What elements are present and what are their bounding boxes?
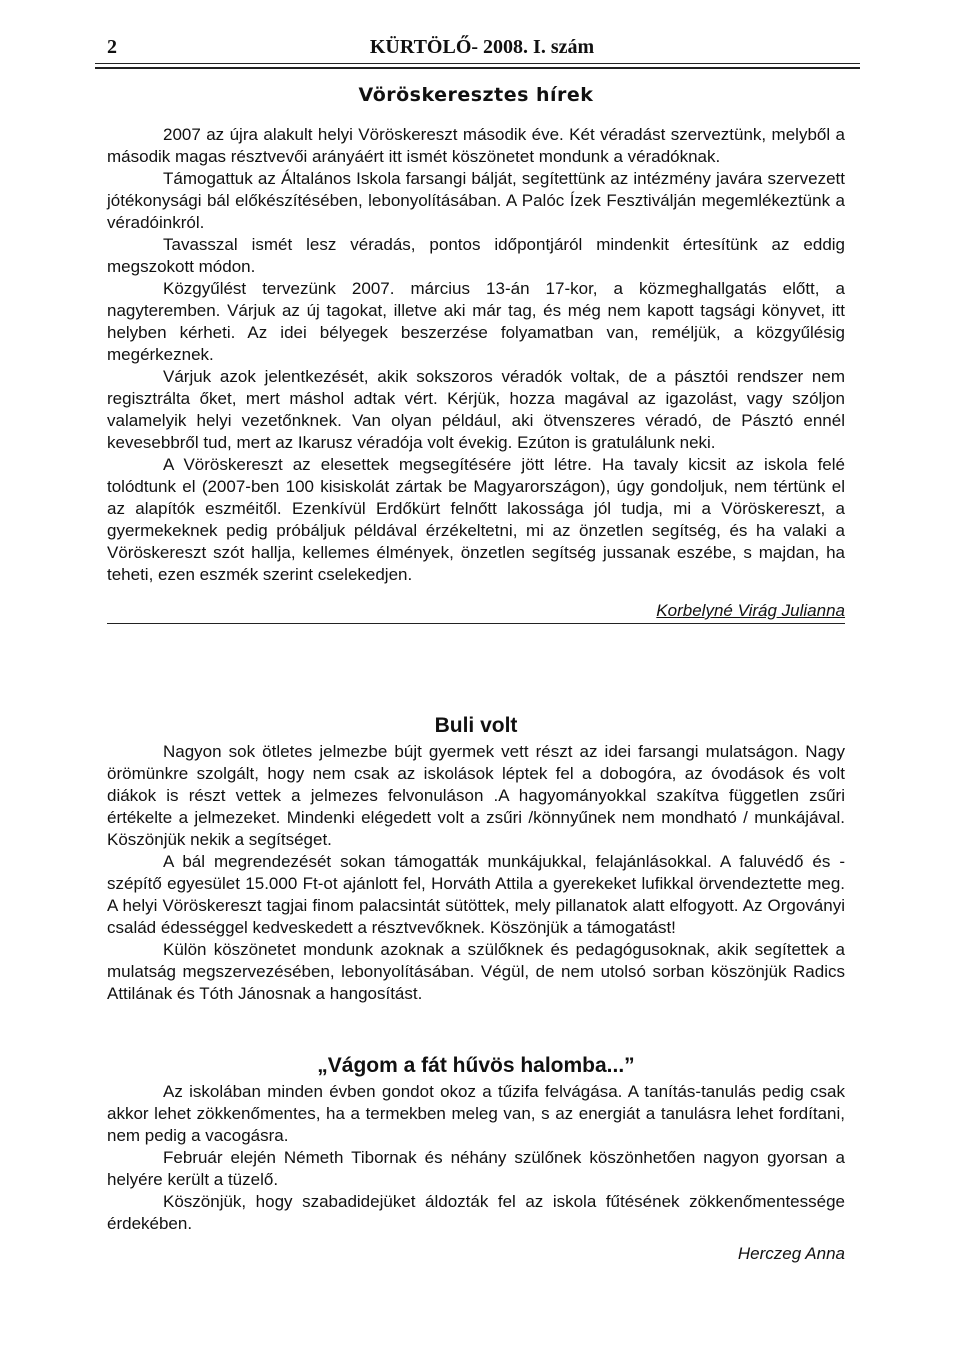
paragraph: Közgyűlést tervezünk 2007. március 13-án 17-kor, a közmeghallgatás előtt, a nagyteremben. Várjuk az új tagokat, illetve aki már tag, és még nem kapott tagsági könyvet, itt helyben kérheti. Az idei bélyegek beszerzése folyamatban van, reméljük, a közgyűlésig megérkeznek. — [107, 279, 845, 364]
page-number: 2 — [107, 36, 117, 58]
paragraph: Külön köszönetet mondunk azoknak a szülőknek és pedagógusoknak, akik segítettek a mulatság megszervezésében, lebonyolításában. Végül, de nem utolsó sorban köszönjük Radics Attilának és Tóth Jánosnak a hangosítást. — [107, 940, 845, 1003]
header-rule-thin — [95, 63, 860, 64]
article-title: „Vágom a fát hűvös halomba...” — [317, 1054, 635, 1077]
author-name: Korbelyné Virág Julianna — [656, 601, 845, 620]
article-author: Herczeg Anna — [737, 1244, 845, 1263]
article-firewood — [107, 1053, 845, 1265]
paragraph: Az iskolában minden évben gondot okoz a tűzifa felvágása. A tanítás-tanulás pedig csak akkor lehet zökkenőmentes, ha a termekben meleg van, s az energiát a tanulásra lehet fordítani, nem pedig a vacogásra. — [107, 1082, 845, 1145]
newsletter-title: KÜRTÖLŐ- 2008. I. szám — [369, 36, 595, 58]
paragraph: Várjuk azok jelentkezését, akik sokszoros véradók voltak, de a pásztói rendszer nem regisztrálta őket, mert máshol adtak vért. Kérjük, hozza magával az igazolást, vagy szóljon valamelyik helyi vezetőnknek. Van olyan például, aki ötvenszeres véradó, de Pásztó ennél kevesebbről tud, mert az Ikarusz véradója volt évekig. Ezúton is gratulálunk neki. — [107, 367, 845, 452]
header-rule-thick — [95, 67, 860, 69]
paragraph: Nagyon sok ötletes jelmezbe bújt gyermek vett részt az idei farsangi mulatságon. Nagy örömünkre szolgált, hogy nem csak az iskolások léptek fel a dobogóra, az óvodások és volt diákok is részt vettek a jelmezes felvonuláson .A hagyományokkal szakítva független zsűri értékelte a jelmezeket. Mindenki elégedett volt a zsűri /könnyűnek nem mondható / munkájával. Köszönjük nekik a segítséget. — [107, 742, 845, 849]
paragraph: Tavasszal ismét lesz véradás, pontos időpontjáról mindenkit értesítünk az eddig megszokott módon. — [107, 235, 845, 276]
paragraph: A bál megrendezését sokan támogatták munkájukkal, felajánlásokkal. A faluvédő és - szépítő egyesület 15.000 Ft-ot ajánlott fel, Horváth Attila a gyerekeket lufikkal örvendeztette meg. A helyi Vöröskereszt tagjai finom palacsintát sütöttek, mely pillanatok alatt elfogyott. Az Orgoványi család édességgel kedveskedett a résztvevőknek. Köszönjük a támogatást! — [107, 852, 845, 937]
page-header — [107, 36, 857, 62]
paragraph: A Vöröskereszt az elesettek megsegítésére jött létre. Ha tavaly kicsit az iskola felé tolódtunk el (2007-ben 100 kisiskolát zártak be Magyarországon), úgy gondoljuk, nem tértünk el az alapítók eszméitől. Ezenkívül Erdőkürt felnőtt lakossága jól tudja, mi a Vöröskereszt, a gyermekeknek pedig próbáljuk példával érzékeltetni, mi az önzetlen segítség, és ha valaki a Vöröskereszt szót hallja, kellemes élmények, önzetlen segítség jussanak eszébe, s majdan, ha teheti, ezen eszmék szerint cselekedjen. — [107, 455, 845, 584]
article-red-cross-news — [107, 82, 845, 624]
article-party — [107, 713, 845, 1005]
article-author — [107, 600, 845, 624]
article-title: Buli volt — [434, 714, 518, 737]
paragraph: Február elején Németh Tibornak és néhány szülőnek köszönhetően nagyon gyorsan a helyére került a tüzelő. — [107, 1148, 845, 1189]
paragraph: Támogattuk az Általános Iskola farsangi bálját, segítettünk az intézmény javára szervezett jótékonysági bál előkészítésében, lebonyolításában. A Palóc Ízek Fesztiválján megemlékeztünk a véradóinkról. — [107, 169, 845, 232]
paragraph: 2007 az újra alakult helyi Vöröskereszt második éve. Két véradást szerveztünk, melyből a második magas résztvevői arányáért itt ismét köszönetet mondunk a véradóknak. — [107, 125, 845, 166]
paragraph: Köszönjük, hogy szabadidejüket áldozták fel az iskola fűtésének zökkenőmentessége érdekében. — [107, 1192, 845, 1233]
article-title: Vöröskeresztes hírek — [358, 84, 594, 106]
